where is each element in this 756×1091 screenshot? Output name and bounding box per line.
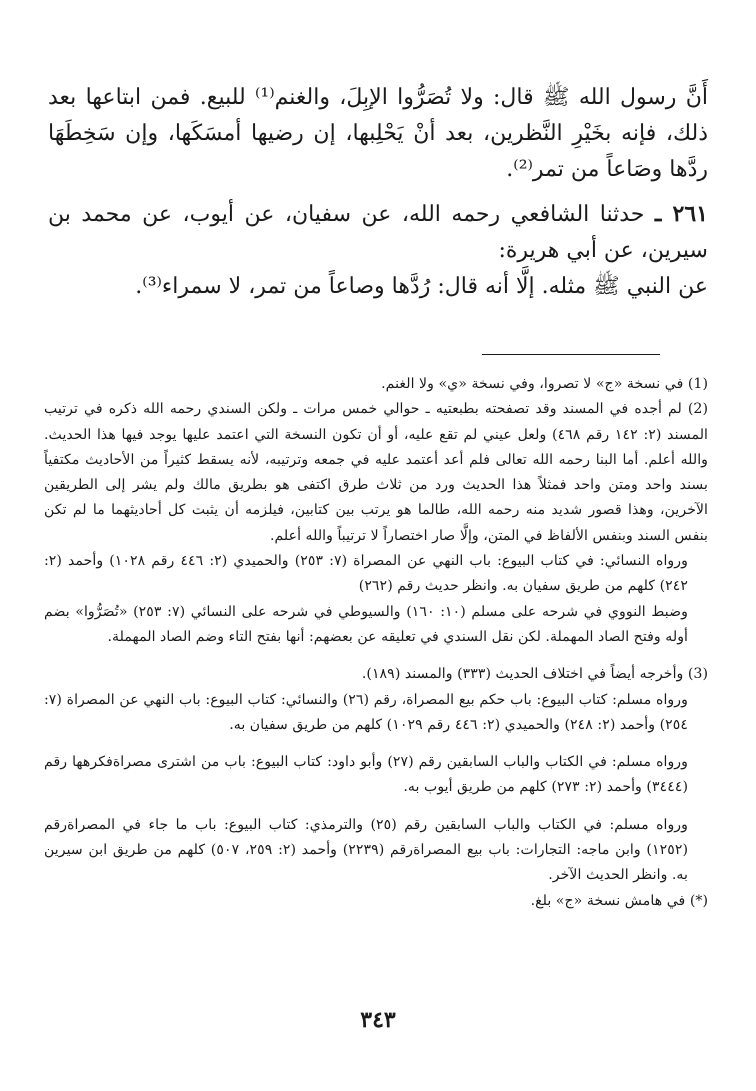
footnote-3-muslim-1: ورواه مسلم: كتاب البيوع: باب حكم بيع المصراة، رقم (٢٦) والنسائي: كتاب البيوع: باب النهي عن المصراة (٧: ٢٥٤) وأحمد (٢: ٢٤٨) والحميدي (٢: ٤٤٦ رقم ١٠٢٩) كلهم من طريق سفيان به. [44,691,688,733]
hadith-261-matn: عن النبي ﷺ مثله. إلَّا أنه قال: رُدَّها وصاعاً من تمر، لا سمراء⁽³⁾. [135,274,708,299]
hadith-number: ٢٦١ ـ [654,201,708,227]
footnote-2: (2) لم أجده في المسند وقد تصفحته بطبعتيه ـ حوالي خمس مرات ـ ولكن السندي رحمه الله ذكره في ترتيب المسند (٢: ١٤٢ رقم ٤٦٨) ولعل عيني لم تقع عليه، أو أن تكون النسخة التي اعتمد عليها يوجد فيها هذا الحديث. والله أعلم. أما البنا رحمه الله تعالى فلم أعد أعتمد عليه في جمعه وترتيبه، لأنه يسقط كثيراً من الأحاديث مكتفياً بسند واحد ومتن واحد فمثلاً هذا الحديث ورد من ثلاث طرق اكتفى هو بطريق مالك ولم يشر إلى الطريقين الآخرين، وهذا قصور شديد منه رحمه الله، طالما هو يرتب بين كتابين، فيلزمه أن يثبت كل أحاديثهما ما لم تكن بنفس السند وبنفس الألفاظ في المتن، وإلَّا صار اختصاراً لا ترتيباً والله أعلم. [44,401,708,544]
footnotes [44,372,708,914]
footnote-3: (3) وأخرجه أيضاً في اختلاف الحديث (٣٣٣) والمسند (١٨٩). [361,666,708,683]
footnote-1: (1) في نسخة «ج» لا تصروا، وفي نسخة «ي» ولا الغنم. [381,376,708,392]
footnote-2-nawawi: وضبط النووي في شرحه على مسلم (١٠: ١٦٠) والسيوطي في شرحه على النسائي (٧: ٢٥٣) «تُصَرُّوا» بضم أوله وفتح الصاد المهملة. لكن نقل السندي في تعليقه عن بعضهم: أنها بفتح التاء وضم الصاد المهملة. [44,603,688,645]
footnote-3-muslim-2: ورواه مسلم: في الكتاب والباب السابقين رقم (٢٧) وأبو داود: كتاب البيوع: باب من اشترى مصراةفكرهها رقم (٣٤٤٤) وأحمد (٢: ٢٧٣) كلهم من طريق أيوب به. [44,754,689,796]
footnote-star: (*) في هامش نسخة «ج» بلغ. [530,892,708,909]
footnote-3-muslim-3: ورواه مسلم: في الكتاب والباب السابقين رقم (٢٥) والترمذي: كتاب البيوع: باب ما جاء في المصراةرقم (١٢٥٢) وابن ماجه: التجارات: باب بيع المصراةرقم (٢٢٣٩) وأحمد (٢: ٢٥٩، ٥٠٧) كلهم من طريق ابن سيرين به. وانظر الحديث الآخر. [44,816,689,884]
footnote-divider [482,354,660,355]
main-text [48,80,708,305]
page-number: ٣٤٣ [360,1007,396,1033]
hadith-260-ending: أَنَّ رسول الله ﷺ قال: ولا تُصَرُّوا الإبِلَ، والغنم⁽¹⁾ للبيع. فمن ابتاعها بعد ذلك، فإنه بخَيْرِ النَّظرين، بعد أنْ يَحْلِبها، إن رضيها أمسَكَها، وإن سَخِطَهَا ردَّها وصَاعاً من تمر⁽²⁾. [48,85,709,182]
hadith-isnad: حدثنا الشافعي رحمه الله، عن سفيان، عن أيوب، عن محمد بن سيرين، عن أبي هريرة: [48,202,708,263]
footnote-2-nasai: ورواه النسائي: في كتاب البيوع: باب النهي عن المصراة (٧: ٢٥٣) والحميدي (٢: ٤٤٦ رقم ١٠٢٨) وأحمد (٢: ٢٤٢) كلهم من طريق سفيان به. وانظر حديث رقم (٢٦٢) [44,553,688,595]
hadith-261 [48,196,708,269]
